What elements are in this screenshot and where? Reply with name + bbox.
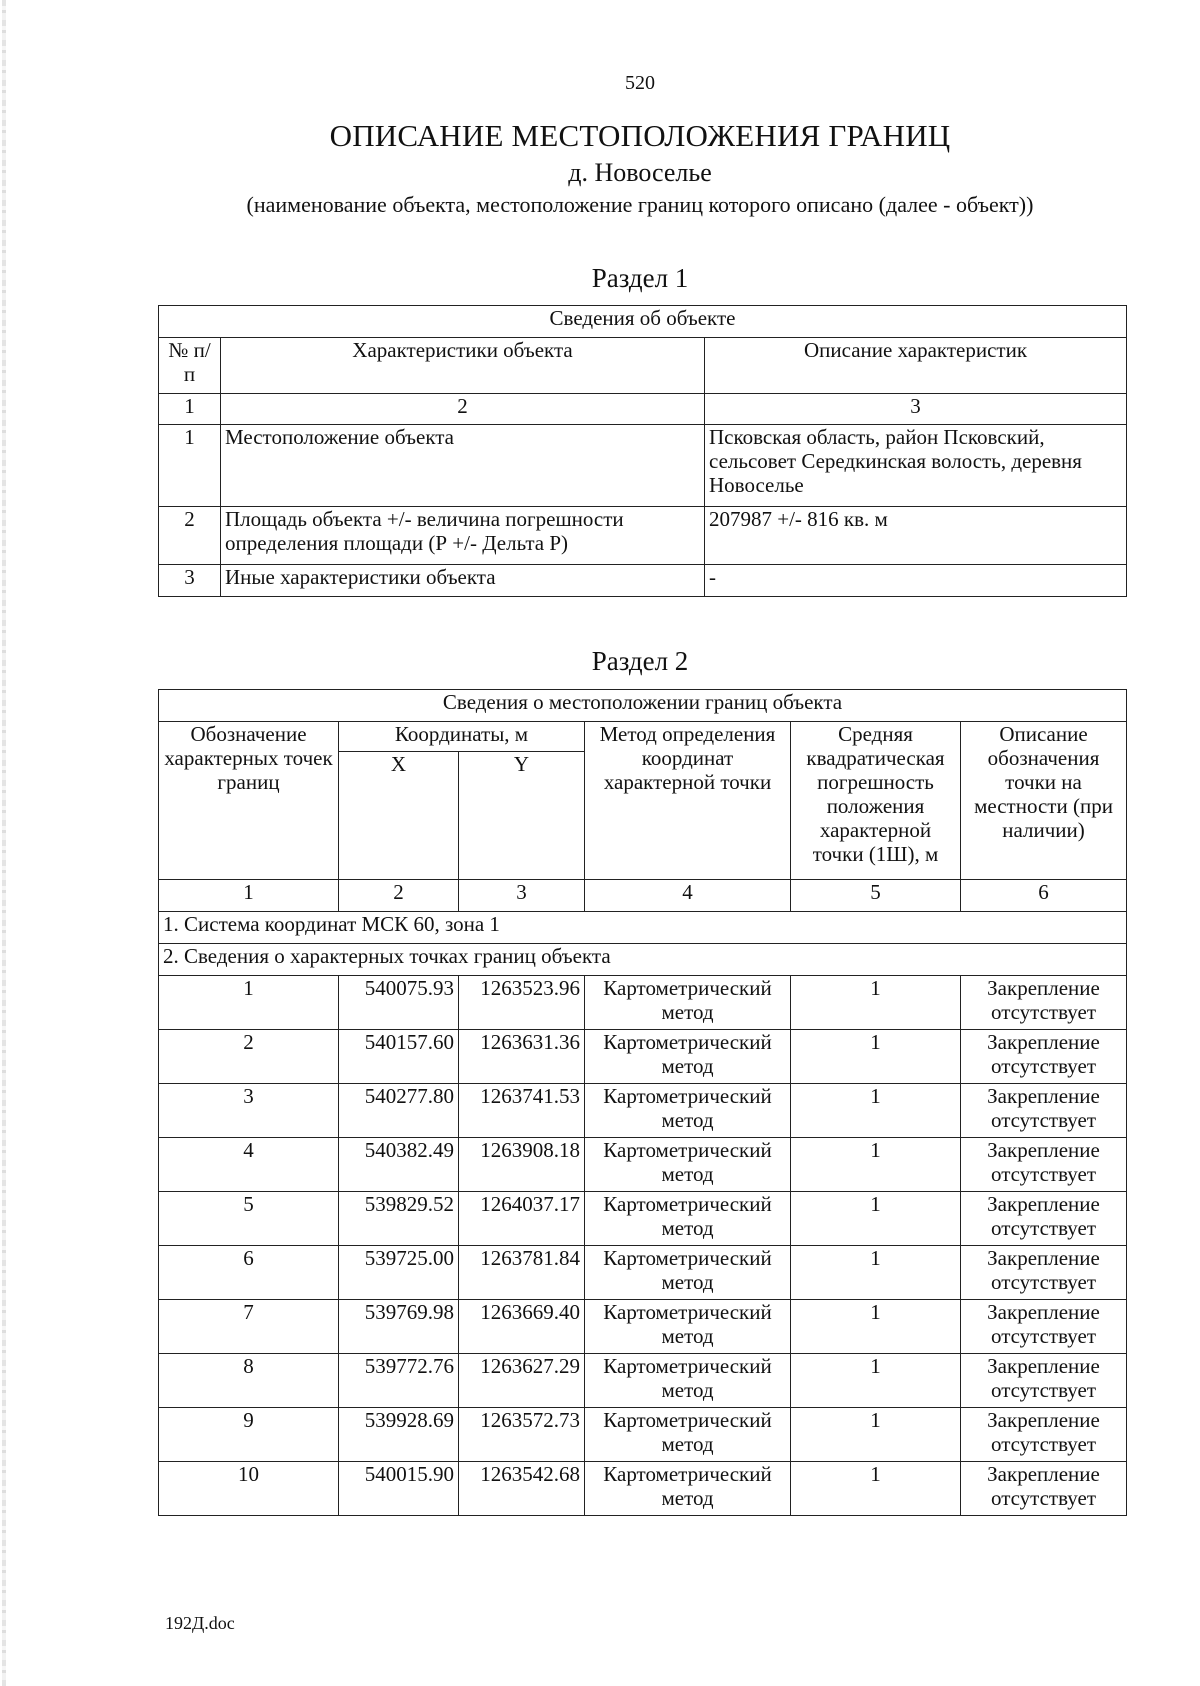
point-error: 1 [791, 1138, 961, 1192]
table-row [159, 425, 1127, 507]
point-marker: Закрепление отсутствует [961, 1354, 1127, 1408]
point-y: 1263669.40 [459, 1300, 585, 1354]
point-y: 1263542.68 [459, 1462, 585, 1516]
point-y: 1263631.36 [459, 1030, 585, 1084]
table-row [159, 1300, 1127, 1354]
file-name: 192Д.doc [165, 1613, 235, 1633]
row-num: 3 [159, 565, 221, 597]
point-marker: Закрепление отсутствует [961, 1300, 1127, 1354]
point-error: 1 [791, 1408, 961, 1462]
point-id: 3 [159, 1084, 339, 1138]
col-number: 4 [585, 880, 791, 912]
col-number: 1 [159, 394, 221, 425]
table-row [159, 976, 1127, 1030]
table-row [159, 1408, 1127, 1462]
header-method: Метод определения координат характерной точки [585, 722, 791, 880]
points-section-row: 2. Сведения о характерных точках границ объекта [159, 944, 1127, 976]
point-x: 540157.60 [339, 1030, 459, 1084]
point-x: 539725.00 [339, 1246, 459, 1300]
point-method: Картометрический метод [585, 1138, 791, 1192]
row-characteristic: Иные характеристики объекта [221, 565, 705, 597]
point-marker: Закрепление отсутствует [961, 976, 1127, 1030]
point-error: 1 [791, 1084, 961, 1138]
point-method: Картометрический метод [585, 1408, 791, 1462]
point-id: 2 [159, 1030, 339, 1084]
row-description: - [705, 565, 1127, 597]
header-point: Обозначение характерных точек границ [159, 722, 339, 880]
point-id: 6 [159, 1246, 339, 1300]
coordinate-system-row: 1. Система координат МСК 60, зона 1 [159, 912, 1127, 944]
point-id: 9 [159, 1408, 339, 1462]
row-num: 1 [159, 425, 221, 507]
point-error: 1 [791, 1300, 961, 1354]
point-x: 539769.98 [339, 1300, 459, 1354]
point-method: Картометрический метод [585, 1354, 791, 1408]
table-row [159, 507, 1127, 565]
col-number: 3 [459, 880, 585, 912]
point-y: 1263908.18 [459, 1138, 585, 1192]
point-id: 10 [159, 1462, 339, 1516]
table-row [159, 1138, 1127, 1192]
point-x: 539928.69 [339, 1408, 459, 1462]
point-id: 5 [159, 1192, 339, 1246]
point-y: 1263741.53 [459, 1084, 585, 1138]
header-description: Описание характеристик [705, 338, 1127, 394]
boundary-points-table [158, 689, 1127, 1516]
point-marker: Закрепление отсутствует [961, 1138, 1127, 1192]
point-method: Картометрический метод [585, 1246, 791, 1300]
table-row [159, 565, 1127, 597]
object-name: д. Новоселье [568, 158, 712, 187]
point-y: 1263627.29 [459, 1354, 585, 1408]
row-num: 2 [159, 507, 221, 565]
scan-edge [2, 0, 6, 1686]
point-error: 1 [791, 1192, 961, 1246]
point-x: 540075.93 [339, 976, 459, 1030]
col-number: 2 [221, 394, 705, 425]
point-y: 1263523.96 [459, 976, 585, 1030]
point-id: 1 [159, 976, 339, 1030]
point-x: 540277.80 [339, 1084, 459, 1138]
point-method: Картометрический метод [585, 1030, 791, 1084]
col-number: 1 [159, 880, 339, 912]
row-description: Псковская область, район Псковский, сельсовет Середкинская волость, деревня Новоселье [705, 425, 1127, 507]
point-method: Картометрический метод [585, 976, 791, 1030]
header-num: № п/п [159, 338, 221, 394]
point-x: 540015.90 [339, 1462, 459, 1516]
col-number: 6 [961, 880, 1127, 912]
boundary-points-table-title: Сведения о местоположении границ объекта [159, 690, 1127, 722]
table-row [159, 1192, 1127, 1246]
point-id: 8 [159, 1354, 339, 1408]
point-x: 540382.49 [339, 1138, 459, 1192]
row-description: 207987 +/- 816 кв. м [705, 507, 1127, 565]
header-characteristic: Характеристики объекта [221, 338, 705, 394]
header-x: X [339, 752, 459, 880]
col-number: 2 [339, 880, 459, 912]
point-method: Картометрический метод [585, 1084, 791, 1138]
header-error: Средняя квадратическая погрешность положения характерной точки (1Ш), м [791, 722, 961, 880]
point-error: 1 [791, 1030, 961, 1084]
row-characteristic: Местоположение объекта [221, 425, 705, 507]
point-marker: Закрепление отсутствует [961, 1408, 1127, 1462]
object-name-caption: (наименование объекта, местоположение границ которого описано (далее - объект)) [246, 192, 1034, 217]
header-y: Y [459, 752, 585, 880]
col-number: 3 [705, 394, 1127, 425]
point-id: 7 [159, 1300, 339, 1354]
point-marker: Закрепление отсутствует [961, 1246, 1127, 1300]
point-error: 1 [791, 976, 961, 1030]
document-title: ОПИСАНИЕ МЕСТОПОЛОЖЕНИЯ ГРАНИЦ [329, 118, 951, 153]
table-row [159, 1084, 1127, 1138]
section2-heading: Раздел 2 [591, 646, 689, 676]
row-characteristic: Площадь объекта +/- величина погрешности определения площади (Р +/- Дельта Р) [221, 507, 705, 565]
point-marker: Закрепление отсутствует [961, 1030, 1127, 1084]
header-marker: Описание обозначения точки на местности (при наличии) [961, 722, 1127, 880]
point-method: Картометрический метод [585, 1192, 791, 1246]
point-error: 1 [791, 1246, 961, 1300]
point-id: 4 [159, 1138, 339, 1192]
object-info-table [158, 305, 1127, 597]
section1-heading: Раздел 1 [591, 263, 689, 293]
point-x: 539829.52 [339, 1192, 459, 1246]
point-y: 1263572.73 [459, 1408, 585, 1462]
point-y: 1263781.84 [459, 1246, 585, 1300]
header-coords: Координаты, м [339, 722, 585, 752]
point-y: 1264037.17 [459, 1192, 585, 1246]
point-error: 1 [791, 1354, 961, 1408]
object-info-table-title: Сведения об объекте [159, 306, 1127, 338]
table-row [159, 1030, 1127, 1084]
point-marker: Закрепление отсутствует [961, 1462, 1127, 1516]
page-number: 520 [625, 72, 655, 94]
point-marker: Закрепление отсутствует [961, 1084, 1127, 1138]
point-x: 539772.76 [339, 1354, 459, 1408]
point-method: Картометрический метод [585, 1300, 791, 1354]
table-row [159, 1354, 1127, 1408]
point-error: 1 [791, 1462, 961, 1516]
point-method: Картометрический метод [585, 1462, 791, 1516]
table-row [159, 1462, 1127, 1516]
point-marker: Закрепление отсутствует [961, 1192, 1127, 1246]
col-number: 5 [791, 880, 961, 912]
table-row [159, 1246, 1127, 1300]
